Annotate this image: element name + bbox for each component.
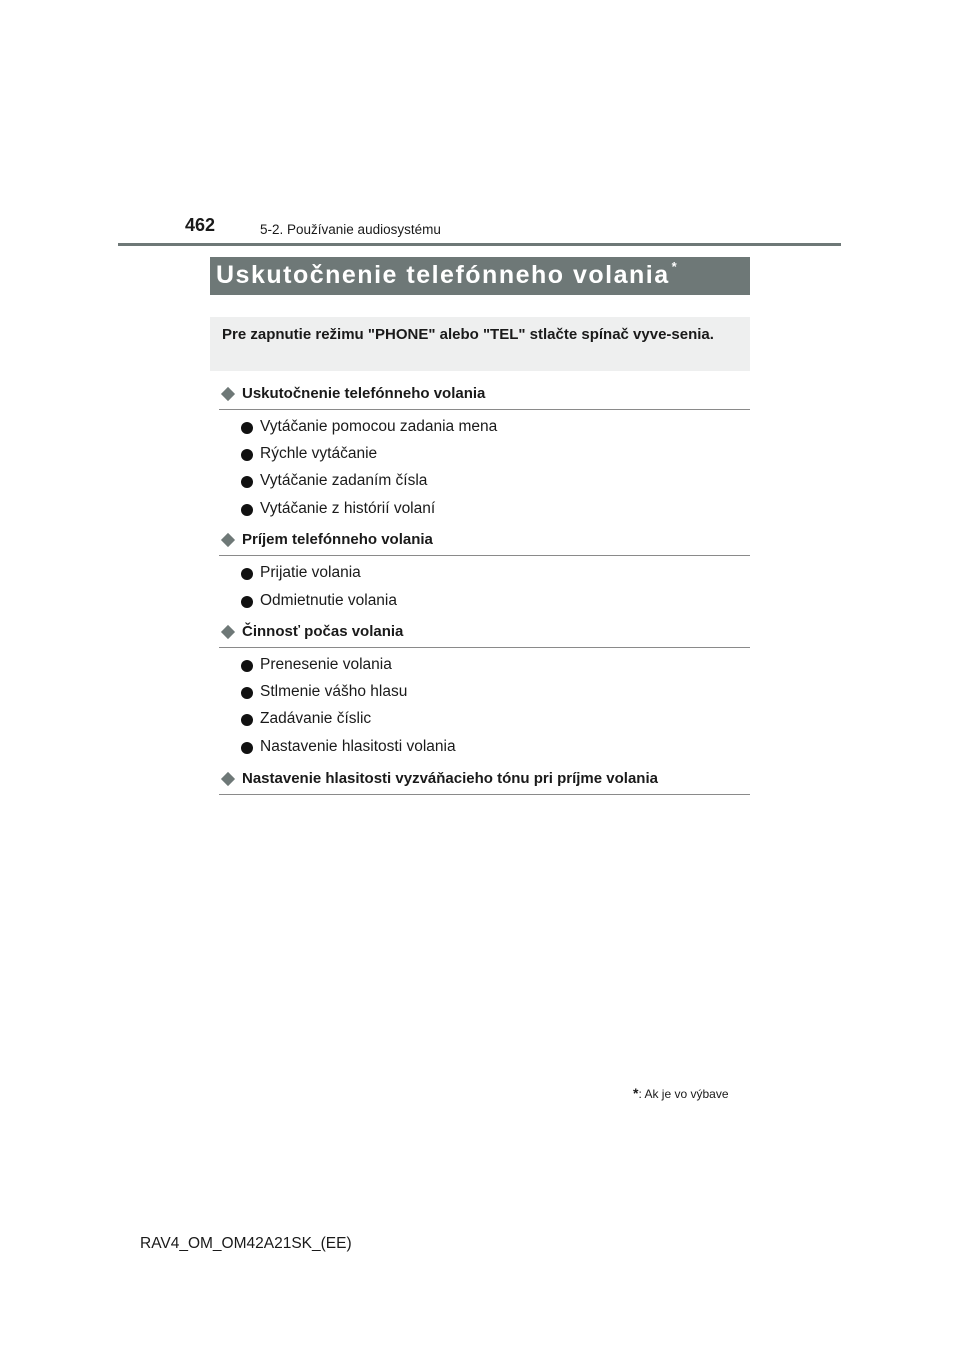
list-item-label: Zadávanie číslic: [260, 710, 372, 727]
list-item-label: Vytáčanie pomocou zadania mena: [260, 418, 498, 435]
bullet-icon: [241, 596, 253, 608]
intro-text: Pre zapnutie režimu "PHONE" alebo "TEL" stlačte spínač vyve-senia.: [222, 326, 714, 343]
list-item-label: Vytáčanie z histórií volaní: [260, 500, 436, 517]
footnote-text: : Ak je vo výbave: [638, 1087, 729, 1101]
section-heading-label: Príjem telefónneho volania: [242, 531, 433, 548]
list-item-label: Vytáčanie zadaním čísla: [260, 472, 428, 489]
bullet-icon: [241, 687, 253, 699]
section-heading: [219, 770, 750, 795]
section-heading-label: Uskutočnenie telefónneho volania: [242, 385, 486, 402]
header-rule: [118, 243, 841, 246]
title-text: Uskutočnenie telefónneho volania: [216, 261, 670, 289]
diamond-icon: [221, 625, 235, 639]
bullet-icon: [241, 449, 253, 461]
list-item-label: Prenesenie volania: [260, 656, 392, 673]
list-item-label: Stlmenie vášho hlasu: [260, 683, 408, 700]
running-header: 5-2. Používanie audiosystému: [260, 222, 441, 237]
section-heading: [219, 531, 750, 556]
footnote: [633, 1085, 729, 1101]
diamond-icon: [221, 772, 235, 786]
diamond-icon: [221, 387, 235, 401]
list-item-label: Nastavenie hlasitosti volania: [260, 738, 456, 755]
document-code: RAV4_OM_OM42A21SK_(EE): [140, 1235, 352, 1252]
section-heading: [219, 623, 750, 648]
bullet-icon: [241, 422, 253, 434]
bullet-icon: [241, 660, 253, 672]
section-heading-label: Nastavenie hlasitosti vyzváňacieho tónu pri príjme volania: [242, 770, 658, 787]
section-heading: [219, 385, 750, 410]
intro-box: [210, 317, 750, 371]
bullet-icon: [241, 476, 253, 488]
title-bar: [210, 257, 750, 295]
bullet-icon: [241, 714, 253, 726]
asterisk-icon: *: [633, 1085, 639, 1101]
list-item-label: Odmietnutie volania: [260, 592, 397, 609]
list-item-label: Rýchle vytáčanie: [260, 445, 378, 462]
diamond-icon: [221, 533, 235, 547]
bullet-icon: [241, 568, 253, 580]
page-number: 462: [185, 215, 216, 235]
title-asterisk: *: [671, 259, 679, 274]
bullet-icon: [241, 742, 253, 754]
page-title: [216, 261, 678, 290]
bullet-icon: [241, 504, 253, 516]
list-item-label: Prijatie volania: [260, 564, 361, 581]
section-heading-label: Činnosť počas volania: [242, 623, 404, 640]
